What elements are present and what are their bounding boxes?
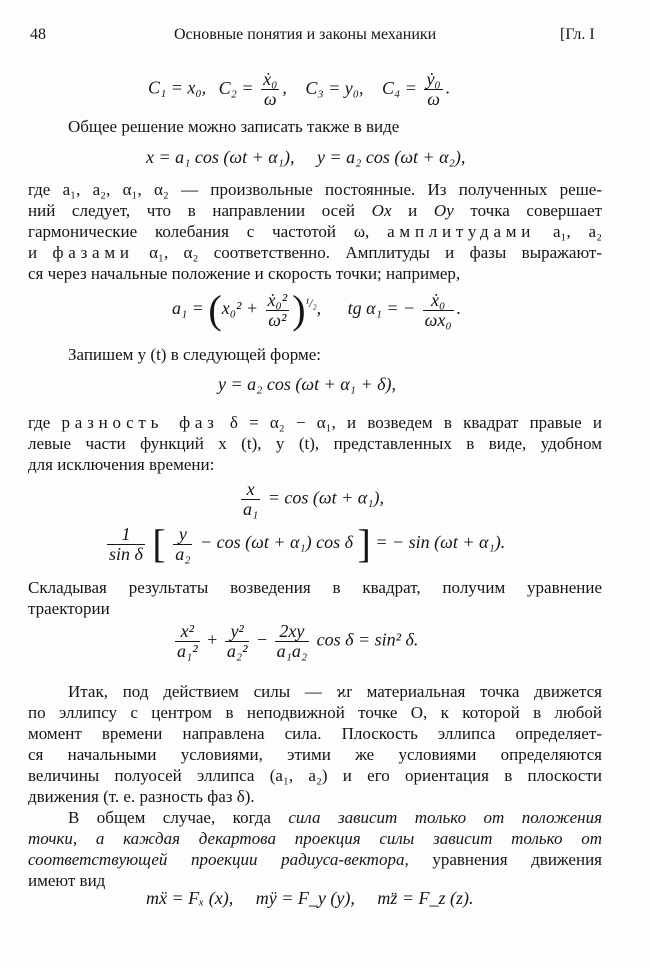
term-phase-difference: разность фаз	[61, 413, 219, 432]
tg-fraction: $\frac{\text{ẋ₀}}{\text{ωx₀}}$	[424, 289, 452, 330]
x2-fraction: $\frac{\text{x²}}{\text{a₁²}}$	[177, 621, 198, 661]
equation-general-solution: x = a₁ cos (ωt + α₁), y = a₂ cos (ωt + α₂),	[146, 147, 466, 167]
c4-fraction: $\frac{\text{ẏ₀}}{\omega}$	[426, 69, 441, 109]
c1-term: C₁ = x₀,	[148, 77, 207, 98]
term-phases: фазами	[52, 243, 134, 262]
text-line: гармонические колебания с частотой ω, амплитудами a₁, a₂	[28, 222, 603, 241]
c4-lhs: C₄ =	[382, 77, 417, 98]
exponent-half: ¹/₂	[305, 296, 317, 311]
y2-fraction: $\frac{\text{y²}}{\text{a₂²}}$	[226, 621, 248, 661]
equation-trajectory: $\frac{\text{x²}}{\text{a₁²}}$ + $\frac{\text{y²}}{\text{a₂²}}$ − $\frac{2xy}{\text{a₁a₂}}$ cos δ = sin² δ.	[177, 621, 419, 661]
text-line: В общем случае, когда сила зависит только от положения	[68, 808, 603, 827]
page-number: 48	[30, 26, 46, 43]
text-line: траектории	[28, 599, 110, 618]
text-line: ся начальными условиями, этими же условиями определяются	[28, 745, 602, 764]
equation-y-form: y = a₂ cos (ωt + α₁ + δ),	[218, 374, 396, 394]
text-line: где a₁, a₂, α₁, α₂ — произвольные постоянные. Из полученных реше-	[28, 180, 602, 199]
text-line: по эллипсу с центром в неподвижной точке O, к которой в любой	[28, 703, 602, 722]
equation-x-over-a1: $\frac{x}{\text{a₁}}$ = cos (ωt + α₁),	[243, 479, 384, 519]
text-line: для исключения времени:	[28, 455, 215, 474]
italic-phrase: соответствующей проекции радиуса-вектора,	[28, 850, 409, 869]
text-line: движения (т. е. разность фаз δ).	[28, 787, 255, 806]
y-a2-fraction: $\frac{y}{\text{a₂}}$	[175, 523, 191, 564]
axis-ox: Ox	[371, 201, 392, 220]
text-line: Итак, под действием силы — ϰr материальная точка движется	[68, 682, 602, 701]
paragraph-general-solution: Общее решение можно записать также в виде	[68, 117, 400, 136]
c2-lhs: C₂ =	[218, 77, 254, 98]
text-line: величины полуосей эллипса (a₁, a₂) и его ориентация в плоскости	[28, 766, 602, 785]
running-title: Основные понятия и законы механики	[174, 26, 437, 43]
equation-sin-relation: $\frac{1}{\text{sin δ}}$ [ $\frac{y}{\text{a₂}}$ − cos (ωt + α₁) cos δ ] = − sin (ωt + α₁).	[109, 521, 506, 566]
2xy-fraction: $\frac{2xy}{\text{a₁a₂}}$	[276, 621, 308, 661]
chapter-label: [Гл. I	[560, 26, 595, 43]
equation-amplitude-phase: a₁ = (x₀² + $\frac{\text{ẋ₀²}}{\text{ω²}}$ )$^{^1/_2}$, tg α₁ = − $\frac{\text{ẋ₀}}{\text{ωx₀}}$ .	[172, 287, 462, 332]
text-line: Складывая результаты возведения в квадрат, получим уравнение	[28, 578, 602, 597]
one-over-sin-fraction: $\frac{1}{\text{sin δ}}$	[109, 523, 143, 564]
text-line: и фазами α₁, α₂ соответственно. Амплитуды и фазы выражают-	[28, 243, 603, 262]
term-amplitudes: амплитудами	[387, 222, 536, 241]
equation-motion: mẍ = Fₓ (x), mÿ = F_y (y), mz̈ = F_z (z).	[146, 888, 474, 908]
text-line: точки, а каждая декартова проекция силы зависит только от	[28, 829, 602, 848]
paragraph-write-y: Запишем y (t) в следующей форме:	[68, 345, 321, 364]
axis-oy: Oy	[433, 201, 454, 220]
text-line: ний следует, что в направлении осей Ox и Oy точка совершает	[28, 201, 603, 220]
text-line: ся через начальные положение и скорость точки; например,	[28, 264, 461, 283]
x-a1-fraction: $\frac{x}{\text{a₁}}$	[243, 479, 259, 519]
c3-term: C₃ = y₀,	[305, 77, 364, 98]
italic-phrase: сила зависит только от положения	[288, 808, 603, 827]
text-line: соответствующей проекции радиуса-вектора, уравнения движения	[28, 850, 602, 869]
text-line: имеют вид	[28, 871, 106, 890]
text-line: момент времени направлена сила. Плоскость эллипса определяет-	[28, 724, 602, 743]
equation-constants: C₁ = x₀, C₂ = $\frac{\text{ẋ₀}}{\omega}$ , C₃ = y₀, C₄ = $\frac{\text{ẏ₀}}{\omega}$ .	[148, 69, 451, 109]
a1-fraction: $\frac{\text{ẋ₀²}}{\text{ω²}}$	[267, 289, 288, 330]
c2-fraction: $\frac{\text{ẋ₀}}{\omega}$	[263, 69, 278, 109]
text-line: левые части функций x (t), y (t), представленных в виде, удобном	[28, 434, 602, 453]
text-line: где разность фаз δ = α₂ − α₁, и возведем в квадрат правые и	[28, 413, 603, 432]
